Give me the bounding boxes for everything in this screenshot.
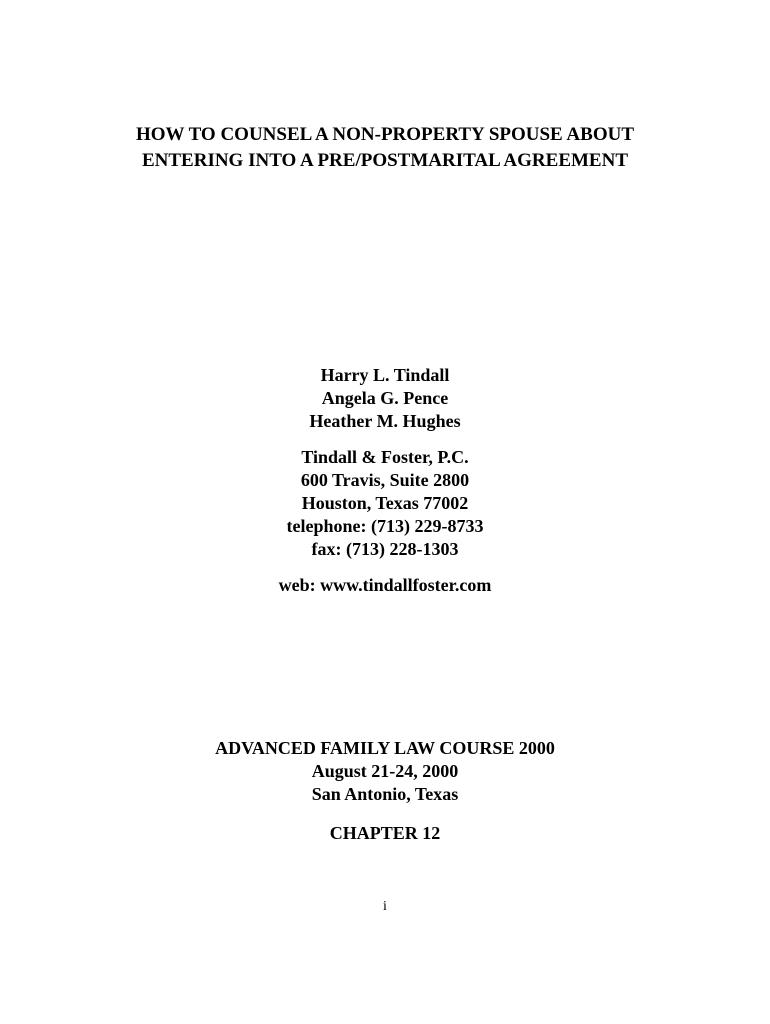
author-name: Harry L. Tindall xyxy=(320,365,450,385)
firm-address-line-1: 600 Travis, Suite 2800 xyxy=(300,470,470,490)
firm-contact-block xyxy=(0,446,770,561)
page-number: i xyxy=(383,899,387,914)
author-list xyxy=(0,364,770,433)
author-name: Heather M. Hughes xyxy=(309,411,461,431)
author-name: Angela G. Pence xyxy=(321,388,449,408)
firm-name: Tindall & Foster, P.C. xyxy=(301,447,469,467)
chapter-heading xyxy=(0,822,770,845)
firm-website xyxy=(0,574,770,597)
firm-address-line-2: Houston, Texas 77002 xyxy=(301,493,469,513)
document-title xyxy=(0,122,770,174)
title-line-1: HOW TO COUNSEL A NON-PROPERTY SPOUSE ABOUT xyxy=(135,124,635,145)
chapter-label: CHAPTER 12 xyxy=(329,823,441,843)
website-text: web: www.tindallfoster.com xyxy=(278,575,492,595)
firm-fax: fax: (713) 228-1303 xyxy=(311,539,459,559)
course-location: San Antonio, Texas xyxy=(311,784,459,804)
course-info xyxy=(0,737,770,806)
firm-telephone: telephone: (713) 229-8733 xyxy=(286,516,484,536)
course-dates: August 21-24, 2000 xyxy=(311,761,459,781)
course-name: ADVANCED FAMILY LAW COURSE 2000 xyxy=(215,738,555,758)
title-line-2: ENTERING INTO A PRE/POSTMARITAL AGREEMENT xyxy=(141,150,628,171)
